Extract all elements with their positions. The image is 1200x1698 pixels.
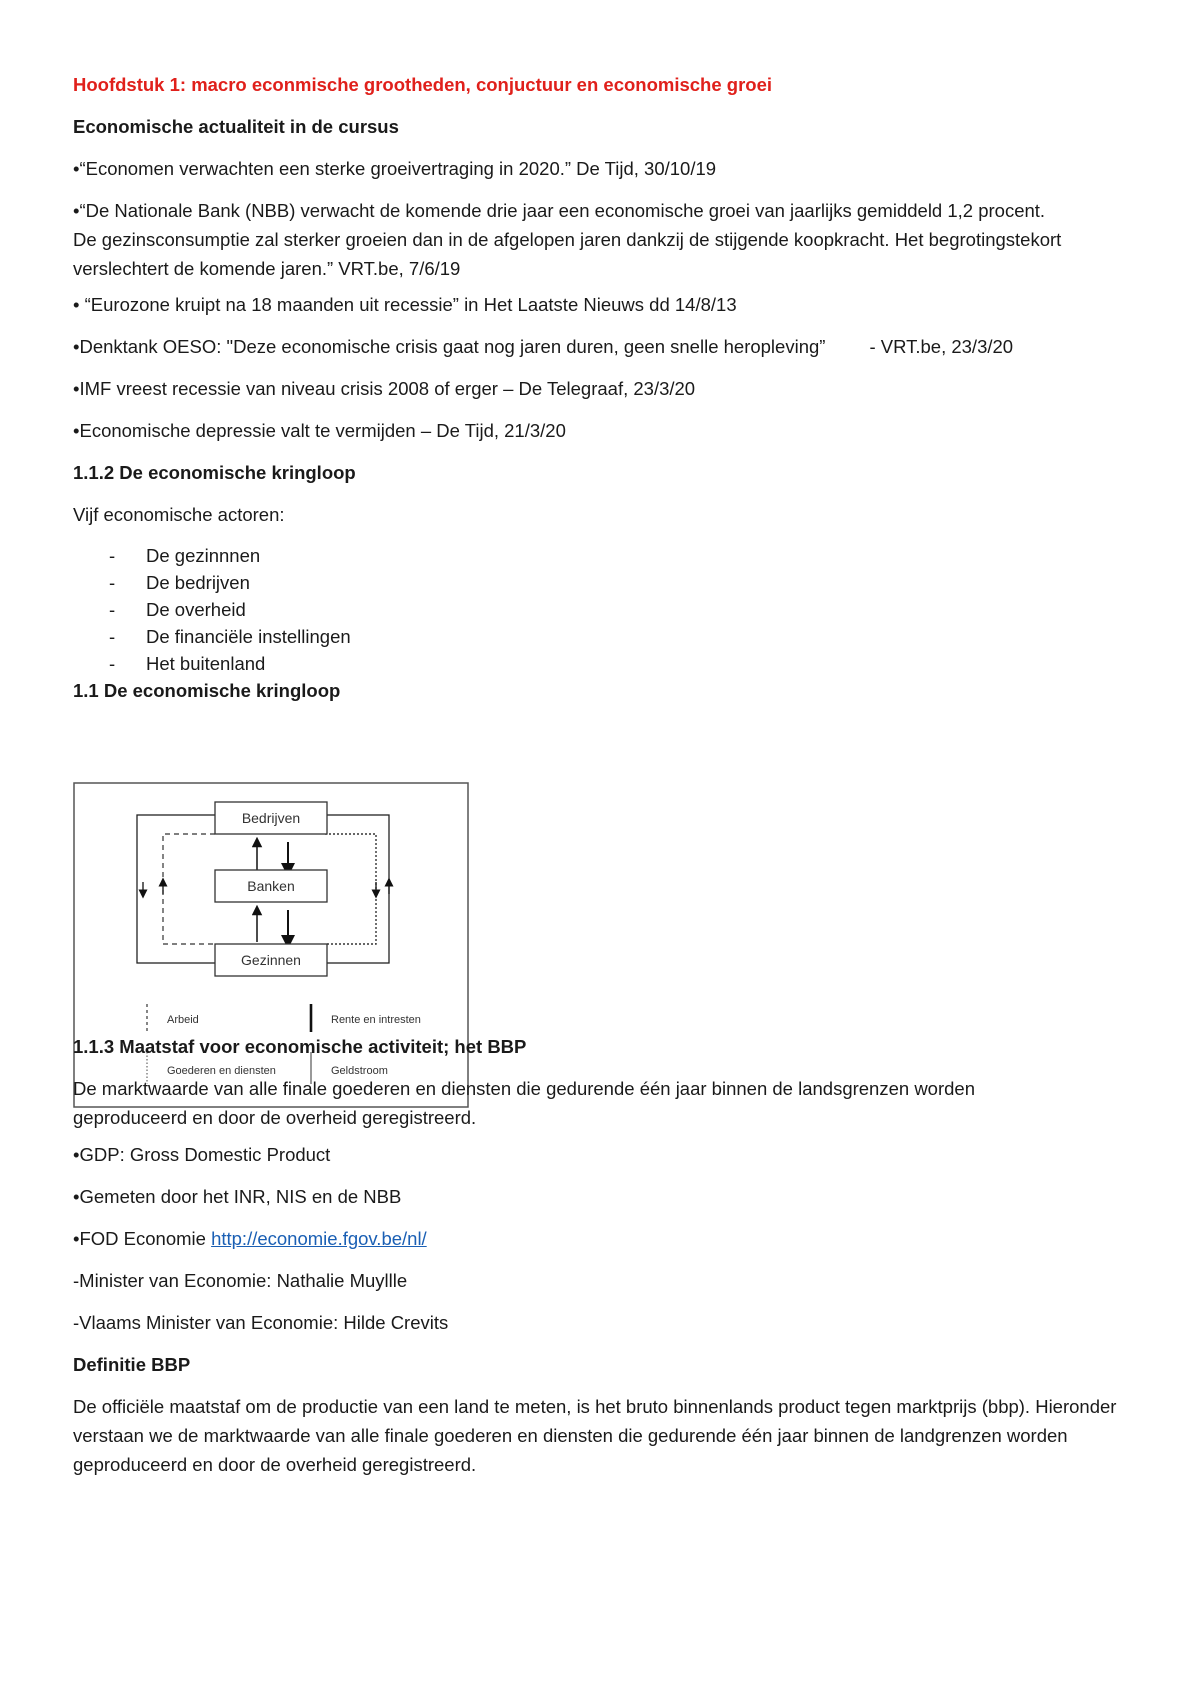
legend-label-arbeid: Arbeid bbox=[167, 1014, 199, 1026]
quote-item: • “Eurozone kruipt na 18 maanden uit recessie” in Het Laatste Nieuws dd 14/8/13 bbox=[73, 294, 737, 315]
bbp-definition: De marktwaarde van alle finale goederen en diensten die gedurende één jaar binnen de landsgrenzen worden geproduceerd en door de overheid geregistreerd. bbox=[73, 1078, 975, 1128]
bbp-item: •GDP: Gross Domestic Product bbox=[73, 1144, 331, 1165]
minister-line: -Minister van Economie: Nathalie Muyllle bbox=[73, 1270, 408, 1291]
legend-label-geldstroom: Geldstroom bbox=[331, 1065, 388, 1077]
fod-line bbox=[73, 1224, 427, 1253]
node-label-bedrijven: Bedrijven bbox=[241, 810, 301, 826]
actoren-intro: Vijf economische actoren: bbox=[73, 504, 285, 525]
minister-line: -Vlaams Minister van Economie: Hilde Crevits bbox=[73, 1312, 449, 1333]
quote-item: •“Economen verwachten een sterke groeivertraging in 2020.” De Tijd, 30/10/19 bbox=[73, 158, 717, 179]
chapter-heading: Hoofdstuk 1: macro econmische grootheden, conjuctuur en economische groei bbox=[73, 74, 773, 95]
definitie-text: De officiële maatstaf om de productie van een land te meten, is het bruto binnenlands product tegen marktprijs (bbp). Hieronder verstaan we de marktwaarde van alle finale goederen en diensten die gedurende één jaar binnen de landgrenzen worden geproduceerd en door de overheid geregistreerd. bbox=[73, 1396, 1117, 1475]
quote-item: •“De Nationale Bank (NBB) verwacht de komende drie jaar een economische groei van jaarlijks gemiddeld 1,2 procent. De gezinsconsumptie zal sterker groeien dan in de afgelopen jaren dankzij de stijgende koopkracht. Het begrotingstekort verslechtert de komende jaren.” VRT.be, 7/6/19 bbox=[73, 200, 1062, 279]
section-heading-kringloop-112: 1.1.2 De economische kringloop bbox=[73, 462, 356, 483]
bbp-item: •Gemeten door het INR, NIS en de NBB bbox=[73, 1186, 402, 1207]
quote-item bbox=[73, 332, 1013, 361]
node-label-gezinnen: Gezinnen bbox=[241, 952, 301, 968]
section-heading-bbp: 1.1.3 Maatstaf voor economische activiteit; het BBP bbox=[73, 1036, 527, 1057]
section-heading-kringloop-11: 1.1 De economische kringloop bbox=[73, 680, 341, 701]
quote-text: •Denktank OESO: "Deze economische crisis gaat nog jaren duren, geen snelle heropleving” bbox=[73, 336, 826, 357]
legend-label-rente: Rente en intresten bbox=[331, 1014, 421, 1026]
fod-link[interactable]: http://economie.fgov.be/nl/ bbox=[211, 1228, 427, 1249]
node-label-banken: Banken bbox=[247, 878, 295, 894]
quote-item: •IMF vreest recessie van niveau crisis 2008 of erger – De Telegraaf, 23/3/20 bbox=[73, 378, 696, 399]
section-heading-actualiteit: Economische actualiteit in de cursus bbox=[73, 116, 399, 137]
quote-item: •Economische depressie valt te vermijden – De Tijd, 21/3/20 bbox=[73, 420, 566, 441]
section-heading-definitie: Definitie BBP bbox=[73, 1354, 191, 1375]
legend-label-goederen: Goederen en diensten bbox=[167, 1065, 276, 1077]
fod-label: •FOD Economie bbox=[73, 1228, 212, 1249]
quote-source: - VRT.be, 23/3/20 bbox=[869, 336, 1014, 357]
